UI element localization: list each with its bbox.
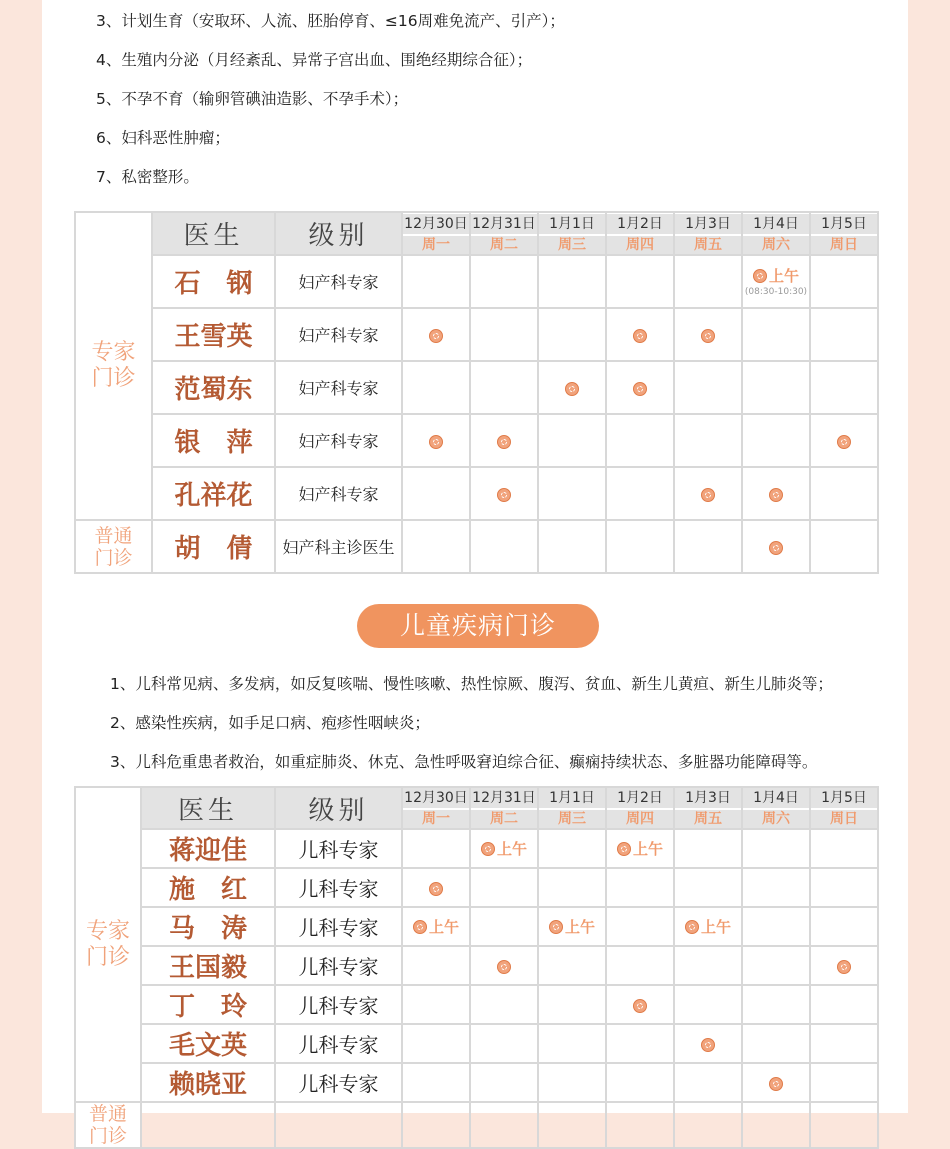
schedule-cell: [402, 829, 470, 868]
schedule-cell: [674, 467, 742, 520]
group-label-cell: [75, 1102, 141, 1148]
schedule-cell: [674, 829, 742, 868]
day-column-header: [810, 212, 878, 255]
schedule-cell: [470, 868, 538, 907]
table-row: [75, 1063, 878, 1102]
doctor-name: 丁 玲: [141, 985, 275, 1024]
schedule-cell: [674, 361, 742, 414]
schedule-cell: [742, 1063, 810, 1102]
schedule-cell: [606, 520, 674, 573]
gyn-schedule-table: [74, 211, 879, 574]
schedule-cell: [402, 1024, 470, 1063]
schedule-cell: [606, 361, 674, 414]
group-label-cell: [75, 212, 152, 520]
schedule-cell: [402, 946, 470, 985]
clinic-slot-dot-icon: [481, 842, 495, 856]
day-date: 1月2日: [607, 788, 673, 808]
clinic-slot-dot-icon: [753, 269, 767, 283]
doctor-level: 儿科专家: [275, 985, 402, 1024]
schedule-cell: [470, 467, 538, 520]
schedule-cell: [470, 520, 538, 573]
schedule-cell: [742, 985, 810, 1024]
schedule-cell: [470, 414, 538, 467]
table-row: [75, 414, 878, 467]
schedule-cell: [810, 868, 878, 907]
day-weekday: 周三: [539, 234, 605, 254]
day-column-header: [538, 212, 606, 255]
clinic-slot-dot-icon: [497, 488, 511, 502]
group-label-cell: [75, 520, 152, 573]
doctor-level: 妇产科主诊医生: [275, 520, 402, 573]
day-weekday: 周四: [607, 808, 673, 828]
schedule-cell: [402, 467, 470, 520]
schedule-cell: [810, 1024, 878, 1063]
clinic-slot-dot-icon: [701, 329, 715, 343]
clinic-slot-dot-icon: [549, 920, 563, 934]
schedule-cell: [810, 361, 878, 414]
list-item: 3、计划生育（安取环、人流、胚胎停育、≤16周难免流产、引产）；: [96, 12, 565, 30]
schedule-cell: [742, 946, 810, 985]
schedule-cell: [674, 907, 742, 946]
clinic-slot-dot-icon: [837, 435, 851, 449]
doctor-level: 妇产科专家: [275, 414, 402, 467]
schedule-cell: [470, 946, 538, 985]
schedule-cell: [674, 414, 742, 467]
list-item: 1、儿科常见病、多发病，如反复咳喘、慢性咳嗽、热性惊厥、腹泻、贫血、新生儿黄疸、新生儿肺炎等；: [110, 675, 833, 693]
group-label: 普通门诊: [94, 524, 133, 569]
schedule-cell: [742, 868, 810, 907]
table-row: [75, 520, 878, 573]
schedule-cell: [674, 946, 742, 985]
day-weekday: 周三: [539, 808, 605, 828]
doctor-level: 妇产科专家: [275, 467, 402, 520]
schedule-cell: [674, 1102, 742, 1148]
table-row: [75, 308, 878, 361]
clinic-slot-dot-icon: [701, 1038, 715, 1052]
schedule-cell: [810, 1063, 878, 1102]
schedule-cell: [470, 985, 538, 1024]
group-label: 专家门诊: [91, 340, 136, 391]
schedule-cell: [810, 520, 878, 573]
doctor-name: 银 萍: [152, 414, 275, 467]
schedule-cell: [606, 829, 674, 868]
doctor-name: 蒋迎佳: [141, 829, 275, 868]
schedule-cell: [538, 1063, 606, 1102]
slot-am-label: 上午: [632, 840, 663, 858]
clinic-slot-dot-icon: [769, 1077, 783, 1091]
schedule-cell: [402, 308, 470, 361]
slot-time-range: (08:30-10:30): [744, 287, 808, 297]
schedule-cell: [742, 829, 810, 868]
schedule-cell: [606, 255, 674, 308]
schedule-cell: [606, 868, 674, 907]
schedule-cell: [538, 520, 606, 573]
doctor-level: 儿科专家: [275, 829, 402, 868]
table-row: [75, 361, 878, 414]
day-weekday: 周一: [403, 808, 469, 828]
doctor-name: 施 红: [141, 868, 275, 907]
table-row: [75, 907, 878, 946]
schedule-cell: [742, 414, 810, 467]
slot-am-label: 上午: [428, 918, 459, 936]
clinic-slot-dot-icon: [837, 960, 851, 974]
schedule-cell: [538, 255, 606, 308]
slot-am-label: 上午: [496, 840, 527, 858]
day-weekday: 周二: [471, 234, 537, 254]
table-row: [75, 255, 878, 308]
day-column-header: [402, 212, 470, 255]
day-date: 1月5日: [811, 788, 877, 808]
day-weekday: 周四: [607, 234, 673, 254]
schedule-cell: [402, 1063, 470, 1102]
schedule-cell: [402, 361, 470, 414]
schedule-cell: [674, 868, 742, 907]
schedule-cell: [470, 255, 538, 308]
day-column-header: [470, 787, 538, 829]
schedule-cell: [538, 907, 606, 946]
ped-schedule-table: [74, 786, 879, 1149]
clinic-slot-dot-icon: [633, 329, 647, 343]
clinic-slot-dot-icon: [497, 435, 511, 449]
schedule-cell: [606, 1063, 674, 1102]
schedule-cell: [402, 1102, 470, 1148]
doctor-name: 毛文英: [141, 1024, 275, 1063]
schedule-cell: [606, 1024, 674, 1063]
clinic-slot-dot-icon: [633, 999, 647, 1013]
slot-am-label: 上午: [768, 267, 799, 285]
schedule-cell: [402, 868, 470, 907]
schedule-cell: [742, 520, 810, 573]
table-row: [75, 868, 878, 907]
schedule-cell: [538, 946, 606, 985]
doctor-name: 王雪英: [152, 308, 275, 361]
doctor-level: 儿科专家: [275, 1063, 402, 1102]
schedule-cell: [606, 1102, 674, 1148]
doctor-level: 妇产科专家: [275, 361, 402, 414]
schedule-cell: [402, 255, 470, 308]
day-date: 1月4日: [743, 788, 809, 808]
schedule-cell: [606, 907, 674, 946]
schedule-cell: [742, 1024, 810, 1063]
schedule-cell: [742, 907, 810, 946]
doctor-name: 孔祥花: [152, 467, 275, 520]
day-weekday: 周六: [743, 808, 809, 828]
schedule-cell: [538, 1024, 606, 1063]
clinic-slot-dot-icon: [429, 329, 443, 343]
schedule-cell: [742, 308, 810, 361]
table-row: [75, 985, 878, 1024]
schedule-cell: [470, 907, 538, 946]
day-date: 1月3日: [675, 788, 741, 808]
day-date: 1月4日: [743, 214, 809, 234]
schedule-cell: [538, 361, 606, 414]
doctor-level: 妇产科专家: [275, 308, 402, 361]
schedule-cell: [538, 868, 606, 907]
level-column-header: 级别: [275, 212, 402, 255]
schedule-cell: [538, 829, 606, 868]
clinic-slot-dot-icon: [769, 488, 783, 502]
table-row: [75, 829, 878, 868]
schedule-cell: [606, 985, 674, 1024]
day-column-header: [810, 787, 878, 829]
ped-service-list: [110, 665, 833, 782]
schedule-cell: [742, 1102, 810, 1148]
doctor-name: 胡 倩: [152, 520, 275, 573]
schedule-cell: [810, 1102, 878, 1148]
schedule-cell: [470, 308, 538, 361]
day-weekday: 周五: [675, 234, 741, 254]
day-column-header: [674, 787, 742, 829]
clinic-slot-dot-icon: [617, 842, 631, 856]
day-weekday: 周日: [811, 808, 877, 828]
schedule-cell: [538, 985, 606, 1024]
schedule-cell: [742, 361, 810, 414]
day-column-header: [606, 787, 674, 829]
table-row: [75, 1102, 878, 1148]
day-date: 12月30日: [404, 790, 468, 806]
list-item: 3、儿科危重患者救治，如重症肺炎、休克、急性呼吸窘迫综合征、癫痫持续状态、多脏器功能障碍等。: [110, 753, 818, 771]
day-date: 1月2日: [607, 214, 673, 234]
doctor-name: [141, 1102, 275, 1148]
schedule-cell: [538, 414, 606, 467]
schedule-cell: [402, 520, 470, 573]
doctor-name: 王国毅: [141, 946, 275, 985]
schedule-cell: [470, 829, 538, 868]
group-label-cell: [75, 787, 141, 1102]
day-column-header: [742, 212, 810, 255]
schedule-cell: [606, 946, 674, 985]
schedule-cell: [810, 907, 878, 946]
doctor-level: 儿科专家: [275, 1024, 402, 1063]
clinic-slot-dot-icon: [429, 435, 443, 449]
doctor-name: 范蜀东: [152, 361, 275, 414]
schedule-cell: [674, 985, 742, 1024]
schedule-cell: [674, 520, 742, 573]
clinic-slot-dot-icon: [769, 541, 783, 555]
day-column-header: [538, 787, 606, 829]
schedule-cell: [538, 467, 606, 520]
schedule-cell: [402, 907, 470, 946]
doctor-column-header: 医生: [141, 787, 275, 829]
schedule-cell: [470, 1024, 538, 1063]
day-weekday: 周一: [403, 234, 469, 254]
schedule-cell: [402, 985, 470, 1024]
list-item: 5、不孕不育（输卵管碘油造影、不孕手术）；: [96, 90, 409, 108]
day-date: 1月1日: [539, 788, 605, 808]
day-date: 1月3日: [675, 214, 741, 234]
clinic-slot-dot-icon: [429, 882, 443, 896]
schedule-cell: [470, 361, 538, 414]
group-label: 专家门诊: [85, 918, 130, 970]
schedule-cell: [810, 414, 878, 467]
schedule-cell: [606, 308, 674, 361]
day-date: 1月5日: [811, 214, 877, 234]
schedule-cell: [810, 255, 878, 308]
pediatric-section-title: 儿童疾病门诊: [357, 604, 599, 648]
schedule-cell: [810, 467, 878, 520]
schedule-cell: [538, 1102, 606, 1148]
clinic-slot-dot-icon: [497, 960, 511, 974]
schedule-cell: [742, 467, 810, 520]
list-item: 2、感染性疾病，如手足口病、疱疹性咽峡炎；: [110, 714, 430, 732]
clinic-slot-dot-icon: [685, 920, 699, 934]
clinic-slot-dot-icon: [565, 382, 579, 396]
clinic-slot-dot-icon: [633, 382, 647, 396]
schedule-cell: [674, 308, 742, 361]
day-column-header: [402, 787, 470, 829]
gyn-service-list: [96, 2, 565, 197]
schedule-cell: [606, 467, 674, 520]
group-label: 普通门诊: [88, 1103, 127, 1147]
doctor-level: 妇产科专家: [275, 255, 402, 308]
schedule-cell: [810, 308, 878, 361]
day-date: 1月1日: [539, 214, 605, 234]
schedule-cell: [810, 946, 878, 985]
day-date: 12月31日: [472, 790, 536, 806]
doctor-column-header: 医生: [152, 212, 275, 255]
day-column-header: [674, 212, 742, 255]
list-item: 4、生殖内分泌（月经紊乱、异常子宫出血、围绝经期综合征）；: [96, 51, 533, 69]
clinic-slot-dot-icon: [701, 488, 715, 502]
doctor-level: 儿科专家: [275, 946, 402, 985]
schedule-cell: [674, 1024, 742, 1063]
table-row: [75, 946, 878, 985]
doctor-level: 儿科专家: [275, 907, 402, 946]
slot-am-label: 上午: [564, 918, 595, 936]
day-date: 12月31日: [472, 215, 536, 232]
day-column-header: [742, 787, 810, 829]
schedule-cell: [810, 985, 878, 1024]
schedule-cell: [742, 255, 810, 308]
schedule-cell: [470, 1102, 538, 1148]
table-row: [75, 467, 878, 520]
schedule-cell: [810, 829, 878, 868]
schedule-cell: [674, 255, 742, 308]
table-row: [75, 1024, 878, 1063]
schedule-cell: [538, 308, 606, 361]
slot-am-label: 上午: [700, 918, 731, 936]
doctor-level: 儿科专家: [275, 868, 402, 907]
doctor-name: 石 钢: [152, 255, 275, 308]
doctor-level: [275, 1102, 402, 1148]
clinic-slot-dot-icon: [413, 920, 427, 934]
list-item: 6、妇科恶性肿瘤；: [96, 129, 230, 147]
day-column-header: [606, 212, 674, 255]
doctor-name: 马 涛: [141, 907, 275, 946]
day-weekday: 周二: [471, 808, 537, 828]
schedule-cell: [674, 1063, 742, 1102]
schedule-cell: [470, 1063, 538, 1102]
day-weekday: 周六: [743, 234, 809, 254]
day-column-header: [470, 212, 538, 255]
schedule-cell: [606, 414, 674, 467]
level-column-header: 级别: [275, 787, 402, 829]
schedule-cell: [402, 414, 470, 467]
day-date: 12月30日: [404, 215, 468, 232]
list-item: 7、私密整形。: [96, 168, 199, 186]
day-weekday: 周日: [811, 234, 877, 254]
doctor-name: 赖晓亚: [141, 1063, 275, 1102]
day-weekday: 周五: [675, 808, 741, 828]
